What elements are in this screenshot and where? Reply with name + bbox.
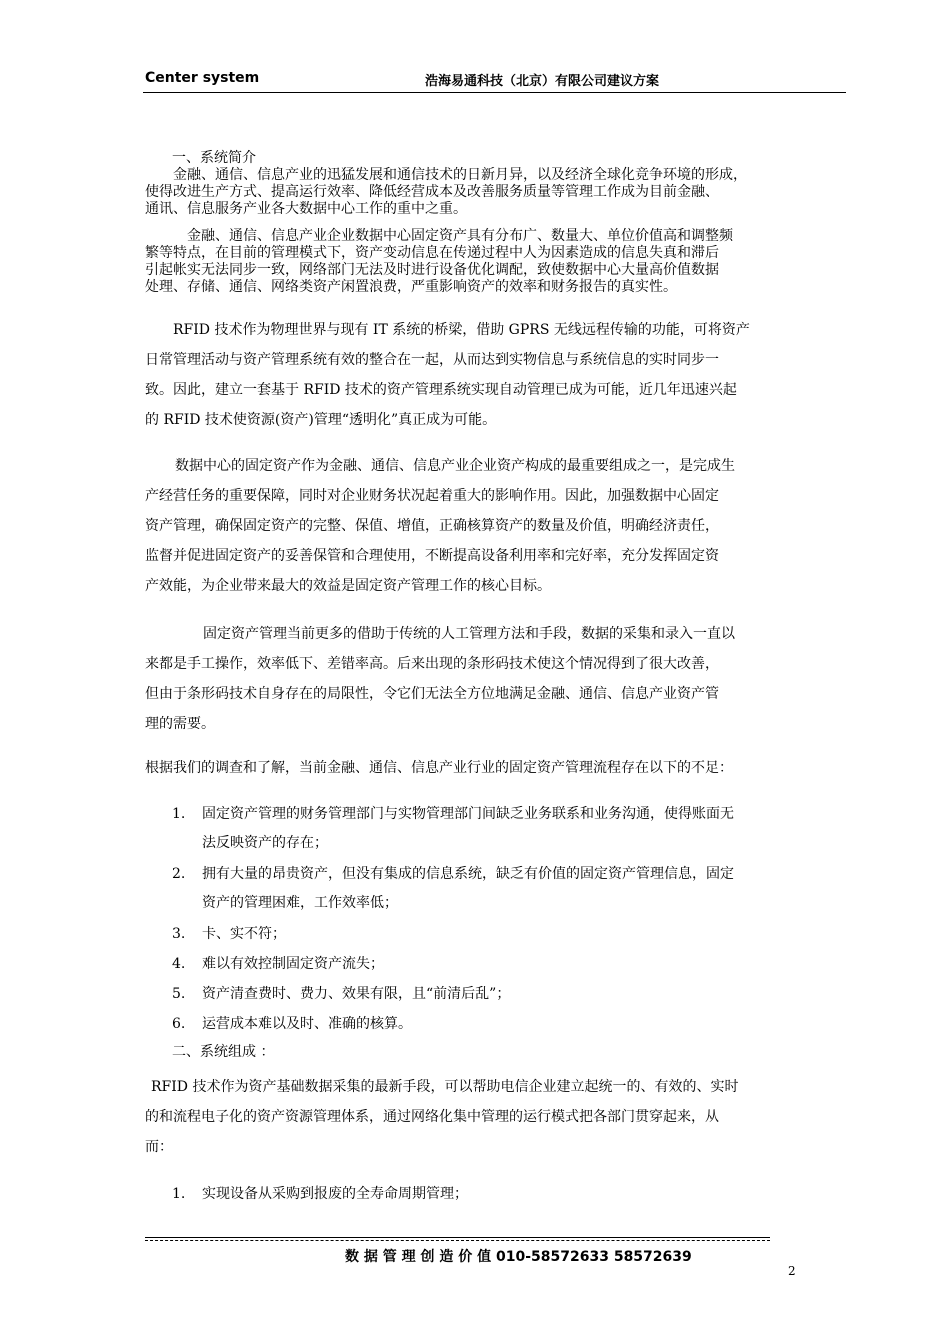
text-line: 的 RFID 技术使资源(资产)管理“透明化”真正成为可能。 bbox=[145, 412, 497, 428]
text-line: 固定资产管理当前更多的借助于传统的人工管理方法和手段，数据的采集和录入一直以 bbox=[203, 626, 735, 642]
section2-paragraph-1 bbox=[145, 1072, 845, 1162]
section1-paragraph-4 bbox=[145, 451, 845, 601]
list-number: 3. bbox=[172, 926, 186, 942]
section1-paragraph-5 bbox=[145, 619, 845, 739]
list-item bbox=[172, 1010, 412, 1039]
header-left-title: Center system bbox=[145, 70, 260, 86]
section2-heading: 二、系统组成 ： bbox=[172, 1044, 275, 1060]
text-line: 资产管理，确保固定资产的完整、保值、增值，正确核算资产的数量及价值，明确经济责任， bbox=[145, 518, 719, 534]
list-number: 5. bbox=[172, 986, 186, 1002]
text-line: 通讯、信息服务产业各大数据中心工作的重中之重。 bbox=[145, 201, 467, 217]
text-line: 金融、通信、信息产业的迅猛发展和通信技术的日新月异，以及经济全球化竞争环境的形成， bbox=[173, 167, 747, 183]
text-line: 实现设备从采购到报废的全寿命周期管理； bbox=[202, 1186, 468, 1202]
header-rule bbox=[143, 92, 846, 93]
text-line: 产经营任务的重要保障，同时对企业财务状况起着重大的影响作用。因此，加强数据中心固定 bbox=[145, 488, 719, 504]
text-line: 监督并促进固定资产的妥善保管和合理使用，不断提高设备利用率和完好率，充分发挥固定资 bbox=[145, 548, 719, 564]
text-line: 产效能，为企业带来最大的效益是固定资产管理工作的核心目标。 bbox=[145, 578, 551, 594]
section1-heading: 一、系统简介 bbox=[172, 150, 256, 166]
text-line: 而： bbox=[145, 1139, 173, 1155]
text-line: 资产清查费时、费力、效果有限，且“前清后乱”； bbox=[202, 986, 511, 1002]
text-line: 引起帐实无法同步一致，网络部门无法及时进行设备优化调配，致使数据中心大量高价值数据 bbox=[145, 262, 719, 278]
list-number: 2. bbox=[172, 866, 186, 882]
text-line: 法反映资产的存在； bbox=[202, 835, 328, 851]
footer-text: 数 据 管 理 创 造 价 值 010-58572633 58572639 bbox=[345, 1249, 692, 1265]
header-right-title: 浩海易通科技（北京）有限公司建议方案 bbox=[425, 74, 660, 89]
text-line: 拥有大量的昂贵资产，但没有集成的信息系统，缺乏有价值的固定资产管理信息，固定 bbox=[202, 866, 734, 882]
list-item bbox=[172, 860, 734, 918]
section1-paragraph-6: 根据我们的调查和了解，当前金融、通信、信息产业行业的固定资产管理流程存在以下的不足： bbox=[145, 760, 733, 776]
list-item bbox=[172, 920, 286, 949]
text-line: 但由于条形码技术自身存在的局限性，令它们无法全方位地满足金融、通信、信息产业资产管 bbox=[145, 686, 719, 702]
text-line: 繁等特点，在目前的管理模式下，资产变动信息在传递过程中人为因素造成的信息失真和滞后 bbox=[145, 245, 719, 261]
list-number: 6. bbox=[172, 1016, 186, 1032]
page-number: 2 bbox=[788, 1264, 796, 1278]
text-line: 致。因此，建立一套基于 RFID 技术的资产管理系统实现自动管理已成为可能，近几年迅速兴起 bbox=[145, 382, 737, 398]
list-number: 4. bbox=[172, 956, 186, 972]
text-line: 使得改进生产方式、提高运行效率、降低经营成本及改善服务质量等管理工作成为目前金融、 bbox=[145, 184, 719, 200]
text-line: 的和流程电子化的资产资源管理体系，通过网络化集中管理的运行模式把各部门贯穿起来，从 bbox=[145, 1109, 719, 1125]
text-line: 固定资产管理的财务管理部门与实物管理部门间缺乏业务联系和业务沟通，使得账面无 bbox=[202, 806, 734, 822]
section1-paragraph-3 bbox=[145, 315, 845, 435]
list-item bbox=[172, 1180, 468, 1209]
section1-paragraph-1 bbox=[145, 167, 845, 218]
section1-paragraph-2 bbox=[145, 228, 845, 296]
footer-rule bbox=[145, 1237, 770, 1238]
text-line: 金融、通信、信息产业企业数据中心固定资产具有分布广、数量大、单位价值高和调整频 bbox=[187, 228, 733, 244]
text-line: 资产的管理困难，工作效率低； bbox=[202, 895, 398, 911]
text-line: 处理、存储、通信、网络类资产闲置浪费，严重影响资产的效率和财务报告的真实性。 bbox=[145, 279, 677, 295]
list-number: 1. bbox=[172, 806, 186, 822]
text-line: 运营成本难以及时、准确的核算。 bbox=[202, 1016, 412, 1032]
text-line: RFID 技术作为物理世界与现有 IT 系统的桥梁，借助 GPRS 无线远程传输的功能，可将资产 bbox=[173, 322, 750, 338]
text-line: 来都是手工操作，效率低下、差错率高。后来出现的条形码技术使这个情况得到了很大改善， bbox=[145, 656, 719, 672]
text-line: 数据中心的固定资产作为金融、通信、信息产业企业资产构成的最重要组成之一，是完成生 bbox=[175, 458, 735, 474]
text-line: 难以有效控制固定资产流失； bbox=[202, 956, 384, 972]
text-line: 卡、实不符； bbox=[202, 926, 286, 942]
list-item bbox=[172, 980, 510, 1009]
list-item bbox=[172, 950, 384, 979]
text-line: RFID 技术作为资产基础数据采集的最新手段，可以帮助电信企业建立起统一的、有效的、实时 bbox=[151, 1079, 739, 1095]
text-line: 日常管理活动与资产管理系统有效的整合在一起，从而达到实物信息与系统信息的实时同步一 bbox=[145, 352, 719, 368]
list-number: 1. bbox=[172, 1186, 186, 1202]
text-line: 理的需要。 bbox=[145, 716, 215, 732]
list-item bbox=[172, 800, 734, 858]
footer-rule-dashed bbox=[145, 1240, 770, 1241]
